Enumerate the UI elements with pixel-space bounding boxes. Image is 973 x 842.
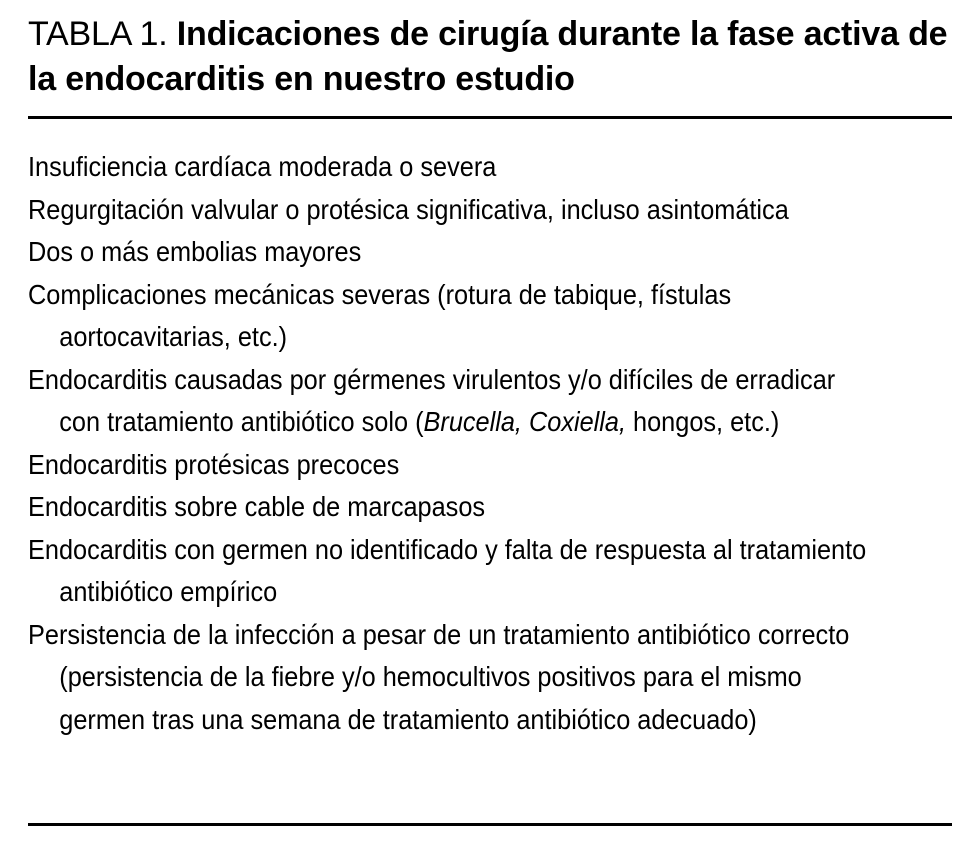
item-text: Dos o más embolias mayores (28, 236, 362, 267)
list-item (28, 444, 878, 487)
table-title (28, 12, 952, 102)
item-text-pre: Endocarditis causadas por gérmenes virulentos y/o difíciles de erradicar con tratamiento antibiótico solo ( (28, 363, 836, 437)
table-container (28, 12, 952, 735)
item-text: Endocarditis protésicas precoces (28, 448, 400, 480)
bottom-rule (28, 823, 952, 826)
table-label: TABLA 1. (28, 15, 168, 53)
item-text: Insuficiencia cardíaca moderada o severa (28, 151, 497, 182)
item-text: Complicaciones mecánicas severas (rotura de tabique, fístulas aortocavitarias, etc.) (28, 278, 732, 352)
list-item (28, 189, 878, 232)
table-title-text: Indicaciones de cirugía durante la fase activa de la endocarditis en nuestro estudio (28, 15, 948, 98)
item-text: Endocarditis sobre cable de marcapasos (28, 491, 486, 522)
list-item (28, 231, 878, 274)
top-rule (28, 116, 952, 119)
item-text: Regurgitación valvular o protésica significativa, incluso asintomática (28, 193, 789, 225)
list-item (28, 274, 878, 359)
list-item (28, 146, 878, 189)
indications-list (28, 146, 878, 741)
list-item (28, 486, 878, 529)
item-text-italic: Brucella, Coxiella, (423, 406, 627, 437)
item-text: Endocarditis con germen no identificado y falta de respuesta al tratamiento antibiótico empírico (28, 533, 867, 607)
list-item (28, 359, 878, 444)
list-item (28, 614, 878, 742)
item-text: Persistencia de la infección a pesar de un tratamiento antibiótico correcto (persistencia de la fiebre y/o hemocultivos positivos para el mismo germen tras una semana de tratamiento antibiótico adecuado) (28, 618, 850, 735)
list-item (28, 529, 878, 614)
item-text-post: hongos, etc.) (626, 406, 780, 437)
